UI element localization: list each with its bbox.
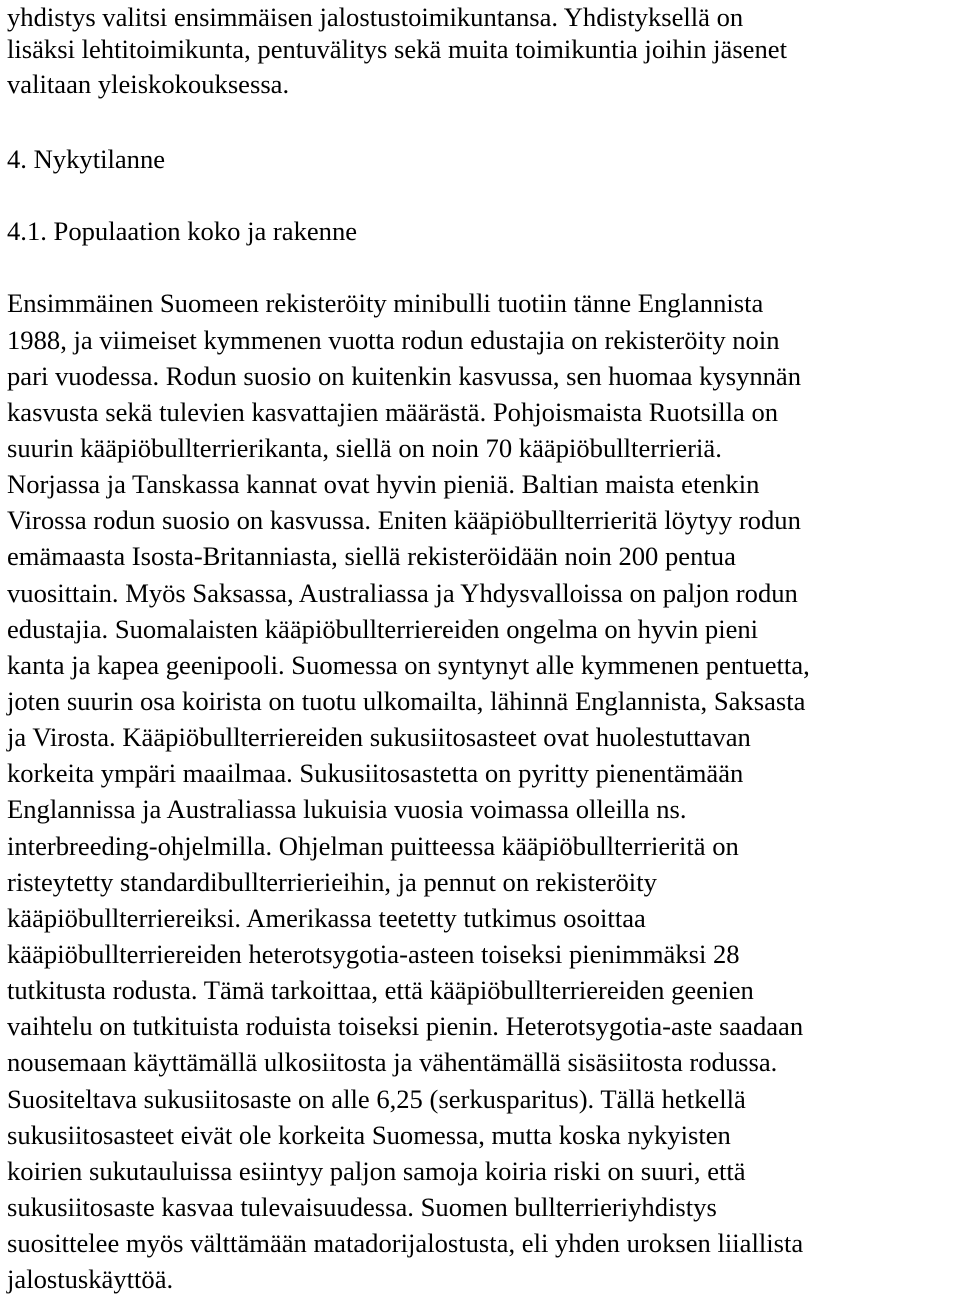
body-line-12: joten suurin osa koirista on tuotu ulkomailta, lähinnä Englannista, Saksasta bbox=[7, 686, 806, 716]
body-line-11: kanta ja kapea geenipooli. Suomessa on syntynyt alle kymmenen pentuetta, bbox=[7, 650, 810, 680]
body-line-26: sukusiitosaste kasvaa tulevaisuudessa. Suomen bullterrieriyhdistys bbox=[7, 1192, 717, 1222]
intro-line-1: yhdistys valitsi ensimmäisen jalostustoimikuntansa. Yhdistyksellä on bbox=[7, 2, 744, 32]
body-line-18: kääpiöbullterriereiksi. Amerikassa teetetty tutkimus osoittaa bbox=[7, 903, 646, 933]
body-line-22: nousemaan käyttämällä ulkosiitosta ja vähentämällä sisäsiitosta rodussa. bbox=[7, 1047, 778, 1077]
body-line-25: koirien sukutauluissa esiintyy paljon samoja koiria riski on suuri, että bbox=[7, 1156, 746, 1186]
body-line-21: vaihtelu on tutkituista roduista toiseksi pienin. Heterotsygotia-aste saadaan bbox=[7, 1011, 804, 1041]
body-line-17: risteytetty standardibullterrierieihin, ja pennut on rekisteröity bbox=[7, 867, 657, 897]
body-line-1: Ensimmäinen Suomeen rekisteröity minibulli tuotiin tänne Englannista bbox=[7, 288, 764, 318]
body-line-8: emämaasta Isosta-Britanniasta, siellä rekisteröidään noin 200 pentua bbox=[7, 541, 736, 571]
body-line-2: 1988, ja viimeiset kymmenen vuotta rodun edustajia on rekisteröity noin bbox=[7, 325, 780, 355]
intro-line-2: lisäksi lehtitoimikunta, pentuvälitys sekä muita toimikuntia joihin jäsenet bbox=[7, 34, 787, 64]
body-line-19: kääpiöbullterriereiden heterotsygotia-asteen toiseksi pienimmäksi 28 bbox=[7, 939, 740, 969]
body-line-10: edustajia. Suomalaisten kääpiöbullterriereiden ongelma on hyvin pieni bbox=[7, 614, 759, 644]
intro-line-3: valitaan yleiskokouksessa. bbox=[7, 69, 290, 99]
body-line-20: tutkitusta rodusta. Tämä tarkoittaa, että kääpiöbullterriereiden geenien bbox=[7, 975, 754, 1005]
body-line-9: vuosittain. Myös Saksassa, Australiassa ja Yhdysvalloissa on paljon rodun bbox=[7, 578, 798, 608]
body-line-27: suosittelee myös välttämään matadorijalostusta, eli yhden uroksen liiallista bbox=[7, 1228, 804, 1258]
body-line-15: Englannissa ja Australiassa lukuisia vuosia voimassa olleilla ns. bbox=[7, 794, 687, 824]
body-line-5: suurin kääpiöbullterrierikanta, siellä on noin 70 kääpiöbullterrieriä. bbox=[7, 433, 722, 463]
body-line-23: Suositeltava sukusiitosaste on alle 6,25 (serkusparitus). Tällä hetkellä bbox=[7, 1084, 746, 1114]
section-heading: 4. Nykytilanne bbox=[7, 144, 166, 174]
body-line-3: pari vuodessa. Rodun suosio on kuitenkin kasvussa, sen huomaa kysynnän bbox=[7, 361, 802, 391]
body-line-6: Norjassa ja Tanskassa kannat ovat hyvin pieniä. Baltian maista etenkin bbox=[7, 469, 760, 499]
subsection-heading: 4.1. Populaation koko ja rakenne bbox=[7, 216, 358, 246]
body-line-13: ja Virosta. Kääpiöbullterriereiden sukusiitosasteet ovat huolestuttavan bbox=[7, 722, 751, 752]
body-line-28: jalostuskäyttöä. bbox=[7, 1264, 174, 1294]
body-line-24: sukusiitosasteet eivät ole korkeita Suomessa, mutta koska nykyisten bbox=[7, 1120, 731, 1150]
body-line-4: kasvusta sekä tulevien kasvattajien määrästä. Pohjoismaista Ruotsilla on bbox=[7, 397, 779, 427]
body-line-16: interbreeding-ohjelmilla. Ohjelman puitteessa kääpiöbullterrieritä on bbox=[7, 831, 739, 861]
body-line-14: korkeita ympäri maailmaa. Sukusiitosastetta on pyritty pienentämään bbox=[7, 758, 744, 788]
body-line-7: Virossa rodun suosio on kasvussa. Eniten kääpiöbullterrieritä löytyy rodun bbox=[7, 505, 801, 535]
